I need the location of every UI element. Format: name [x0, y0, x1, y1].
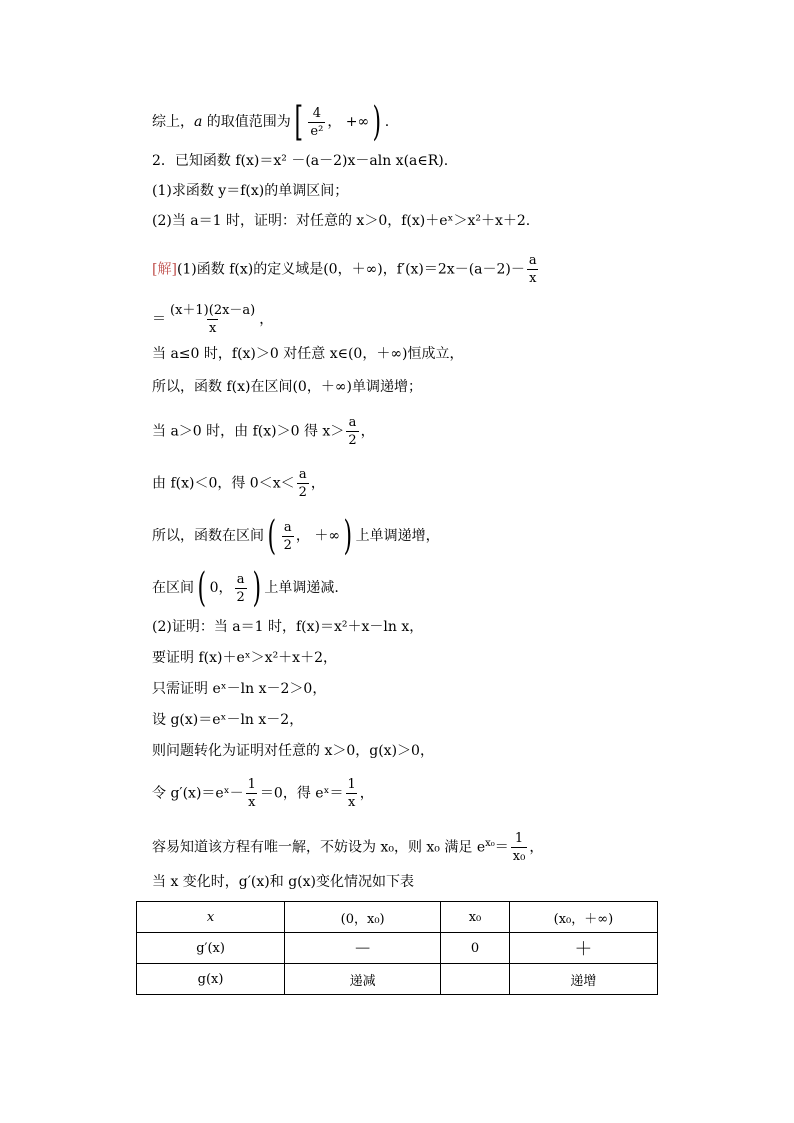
fraction [297, 466, 309, 501]
numerator: 1 [347, 777, 356, 792]
table-row [137, 964, 658, 995]
fraction [346, 776, 358, 811]
solution-line-15: 只需证明 eˣ－ln x－2＞0， [152, 681, 327, 697]
text: ， [360, 423, 375, 440]
denominator: x₀ [512, 849, 526, 864]
table-cell: － [285, 933, 441, 964]
denominator: 2 [298, 485, 307, 500]
text: 上单调递增， [355, 528, 440, 544]
fraction [346, 414, 358, 449]
text: 综上， [152, 114, 194, 130]
text: 令 g′(x)＝eˣ－ [152, 785, 244, 802]
denominator: x [529, 271, 537, 286]
left-paren: ( [267, 513, 277, 559]
table-cell: 0 [441, 933, 510, 964]
solution-line-7: 当 a≤0 时，f(x)＞0 对任意 x∈(0，＋∞)恒成立， [152, 346, 464, 362]
left-bracket: [ [294, 99, 303, 145]
numerator: a [236, 571, 245, 587]
right-paren: ) [343, 513, 353, 559]
text: 在区间 [152, 580, 194, 596]
solution-line-10 [152, 466, 325, 501]
numerator: a [283, 519, 292, 535]
text: 当 a＞0 时，由 f(x)＞0 得 x＞ [152, 423, 345, 440]
variation-table [136, 901, 658, 995]
table-cell: 递增 [509, 964, 657, 995]
text: ， [259, 311, 274, 328]
solution-tag: [解] [152, 261, 177, 278]
line-range-conclusion [152, 99, 390, 145]
table-row [137, 933, 658, 964]
fraction [282, 519, 294, 554]
text: 的取值范围为 [202, 114, 291, 130]
numerator: a [348, 415, 357, 430]
table-cell: x [137, 902, 285, 933]
table-cell: x₀ [441, 902, 510, 933]
problem-2-part-2: (2)当 a＝1 时，证明：对任意的 x＞0，f(x)＋eˣ＞x²＋x＋2. [152, 213, 531, 229]
denominator: 2 [236, 589, 245, 605]
table-cell: g′(x) [137, 933, 285, 964]
exponent: x₀ [485, 837, 495, 849]
denominator: x [208, 321, 217, 336]
table-cell: 递减 [285, 964, 441, 995]
text: (1)函数 f(x)的定义域是(0，＋∞)，f′(x)＝2x－(a－2)－ [176, 261, 525, 278]
fraction [168, 302, 257, 337]
solution-line-9 [152, 414, 375, 449]
problem-2-part-1: (1)求函数 y＝f(x)的单调区间； [152, 183, 349, 199]
table-cell: (x₀，＋∞) [509, 902, 657, 933]
solution-line-17: 则问题转化为证明对任意的 x＞0，g(x)＞0， [152, 743, 434, 759]
numerator: (x＋1)(2x－a) [170, 303, 256, 318]
denominator: 2 [348, 433, 357, 448]
numerator: 1 [247, 777, 256, 792]
solution-line-19 [152, 830, 543, 865]
text: ， [359, 785, 374, 802]
left-paren: ( [197, 565, 207, 611]
numerator: 4 [312, 105, 322, 121]
text: 由 f(x)＜0，得 0＜x＜ [152, 475, 295, 492]
text: ＝ [152, 311, 166, 328]
solution-line-factored [152, 302, 273, 337]
numerator: a [528, 253, 537, 268]
var-a: a [194, 114, 203, 130]
denominator: x [248, 795, 256, 810]
solution-line-18 [152, 776, 374, 811]
table-intro: 当 x 变化时，g′(x)和 g(x)变化情况如下表 [152, 874, 414, 890]
text: ， [310, 475, 325, 492]
solution-line-13: (2)证明：当 a＝1 时，f(x)＝x²＋x－ln x， [152, 619, 424, 635]
fraction [527, 252, 539, 287]
fraction [235, 571, 247, 606]
numerator: 1 [514, 831, 524, 846]
solution-line-11 [152, 513, 440, 559]
solution-line-12 [152, 565, 339, 611]
table-cell [441, 964, 510, 995]
table-cell: (0，x₀) [285, 902, 441, 933]
fraction [511, 830, 528, 865]
text: ＝ [494, 839, 509, 856]
text: 所以，函数在区间 [152, 528, 264, 544]
table-row [137, 902, 658, 933]
text: 容易知道该方程有唯一解，不妨设为 x₀，则 x₀ 满足 e [152, 839, 486, 856]
fraction [308, 105, 325, 140]
text: 0， [209, 580, 233, 596]
problem-2-statement: 2．已知函数 f(x)＝x² －(a－2)x－aln x(a∈R). [152, 153, 449, 169]
denominator: 2 [283, 537, 292, 553]
text: 上单调递减. [264, 580, 339, 596]
text: . [384, 114, 390, 130]
solution-line-8: 所以，函数 f(x)在区间(0，＋∞)单调递增； [152, 379, 422, 395]
right-paren: ) [372, 99, 382, 145]
text: ＝0，得 eˣ＝ [259, 785, 344, 802]
text: ， [529, 839, 544, 856]
table-cell: ＋ [509, 933, 657, 964]
denominator: e² [310, 123, 324, 139]
solution-line-derivative [152, 252, 541, 287]
numerator: a [298, 467, 307, 482]
solution-line-16: 设 g(x)＝eˣ－ln x－2， [152, 712, 304, 728]
right-paren: ) [252, 565, 261, 611]
fraction [246, 776, 258, 811]
text: ， ＋∞ [295, 528, 341, 544]
text: ， +∞ [327, 114, 370, 130]
table-cell: g(x) [137, 964, 285, 995]
denominator: x [347, 795, 356, 810]
solution-line-14: 要证明 f(x)＋eˣ＞x²＋x＋2， [152, 650, 337, 666]
